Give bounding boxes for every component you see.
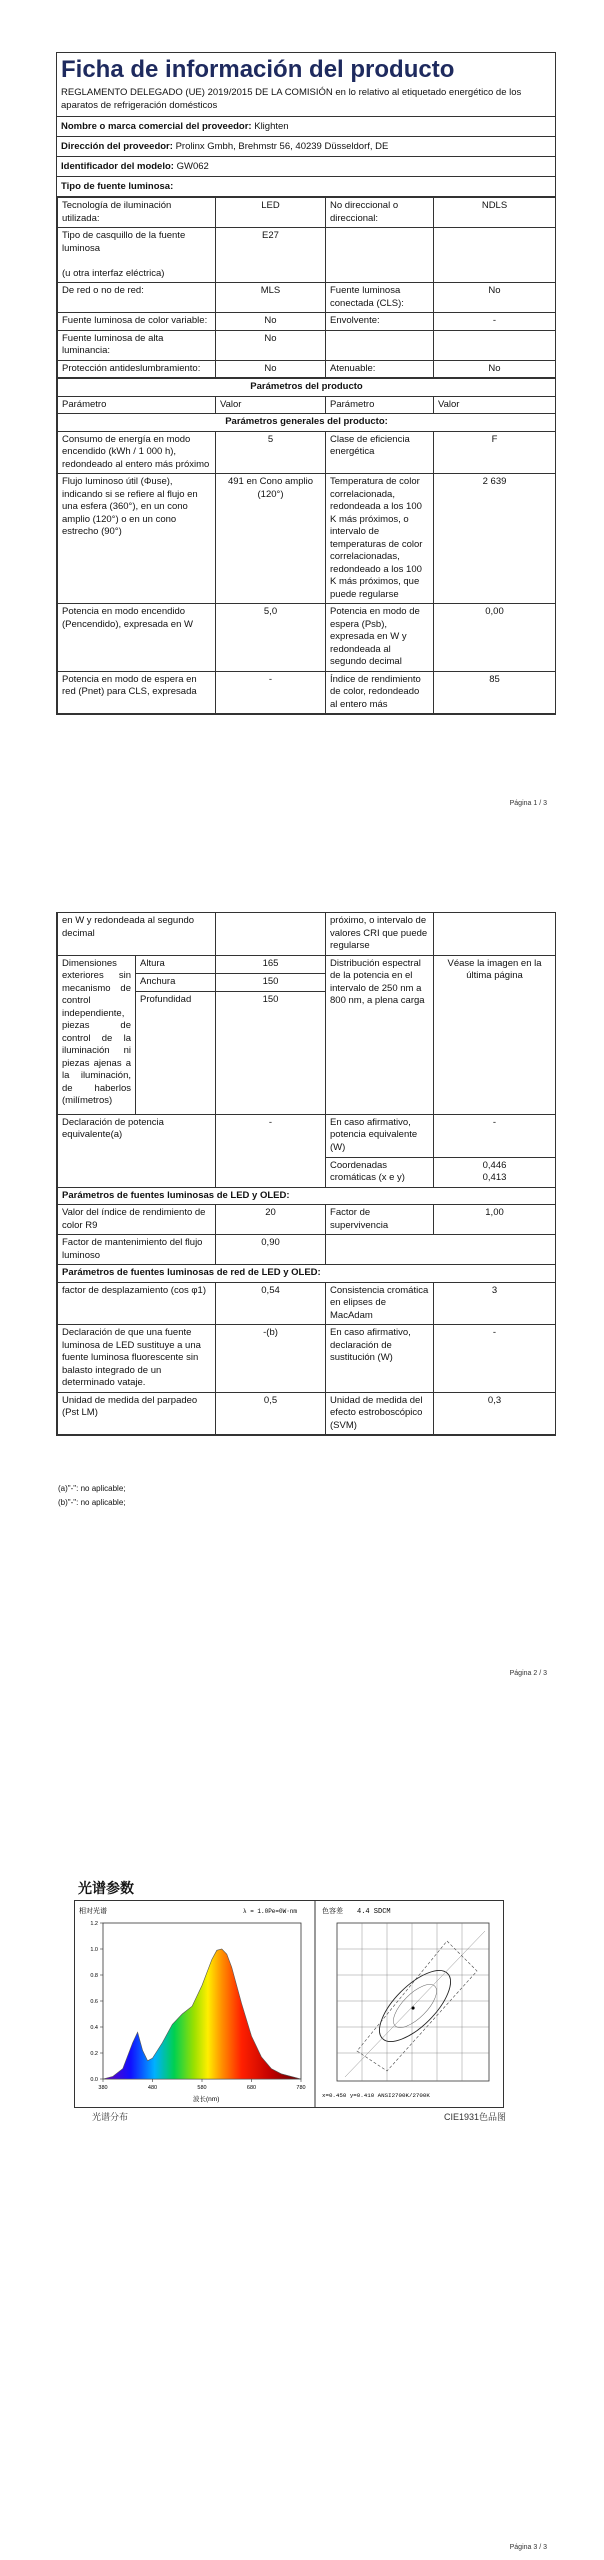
gen-value-d: 2 639 xyxy=(434,474,556,604)
led-header: Parámetros de fuentes luminosas de LED y OLED: xyxy=(58,1187,556,1205)
col-header-value-2: Valor xyxy=(434,396,556,414)
row-param-c xyxy=(326,228,434,283)
gen-value-b: 5 xyxy=(216,431,326,474)
row-value-b: E27 xyxy=(216,228,326,283)
page-number: Página 2 / 3 xyxy=(509,1670,547,1677)
product-params-table xyxy=(57,378,556,714)
spectrum-heading: 光谱参数 xyxy=(78,1880,134,1896)
caption-spectrum: 光谱分布 xyxy=(92,2112,129,2122)
table-row xyxy=(58,313,556,331)
y-tick-label: 1.2 xyxy=(90,1921,98,1927)
gen-value-d: 0,00 xyxy=(434,604,556,672)
table-row xyxy=(58,198,556,228)
x-tick-label: 480 xyxy=(147,2085,158,2091)
row-param-c: Fuente luminosa conectada (CLS): xyxy=(326,283,434,313)
row-param-c: No direccional o direccional: xyxy=(326,198,434,228)
cie-footer: x=0.450 y=0.410 ANSI2700K/2700K xyxy=(322,2092,430,2099)
maint-label: Factor de mantenimiento del flujo luminoso xyxy=(58,1235,216,1265)
row-param-a: Fuente luminosa de color variable: xyxy=(58,313,216,331)
supplier-label: Nombre o marca comercial del proveedor: xyxy=(61,121,252,132)
address-row xyxy=(57,137,555,157)
x-tick-label: 380 xyxy=(98,2085,108,2091)
params-table-continued xyxy=(57,912,556,1435)
gen-value-b: 5,0 xyxy=(216,604,326,672)
source-type-heading: Tipo de fuente luminosa: xyxy=(57,177,555,197)
row-value-d: No xyxy=(434,360,556,378)
fluor-w-label: En caso afirmativo, declaración de sustitución (W) xyxy=(326,1325,434,1393)
x-tick-label: 680 xyxy=(246,2085,257,2091)
page-title: Ficha de información del producto xyxy=(61,56,455,83)
row-value-d xyxy=(434,330,556,360)
svm-label: Unidad de medida del efecto estroboscópico (SVM) xyxy=(326,1392,434,1435)
row-value-d: - xyxy=(434,313,556,331)
source-type-table xyxy=(57,197,556,378)
gen-param-a: Flujo luminoso útil (Φuse), indicando si se refiere al flujo en una esfera (360°), en un cono amplio (120°) o en un cono estrecho (90°) xyxy=(58,474,216,604)
svm-value: 0,3 xyxy=(434,1392,556,1435)
col-header-param-2: Parámetro xyxy=(326,396,434,414)
fluor-label: Declaración de que una fuente luminosa de LED sustituye a una fuente luminosa fluorescente sin balasto integrado de un determinado vataje. xyxy=(58,1325,216,1393)
gen-param-c: Índice de rendimiento de color, redondeado al entero más xyxy=(326,671,434,714)
y-tick-label: 0.8 xyxy=(90,1973,98,1979)
x-tick-label: 780 xyxy=(296,2085,306,2091)
dim-name-height: Altura xyxy=(136,955,216,973)
equiv-value: - xyxy=(216,1114,326,1187)
maint-empty xyxy=(326,1235,556,1265)
y-tick-label: 0.6 xyxy=(90,1999,98,2005)
pst-value: 0,5 xyxy=(216,1392,326,1435)
table-row xyxy=(58,360,556,378)
gen-param-a: Consumo de energía en modo encendido (kWh / 1 000 h), redondeado al entero más próximo xyxy=(58,431,216,474)
cont-empty-value-2 xyxy=(434,913,556,956)
y-tick-label: 0.2 xyxy=(90,2051,98,2057)
table-row xyxy=(58,330,556,360)
spectrum-xlabel: 波长(nm) xyxy=(193,2096,220,2103)
row-value-d: No xyxy=(434,283,556,313)
regulation-text: REGLAMENTO DELEGADO (UE) 2019/2015 DE LA COMISIÓN en lo relativo al etiquetado energético de los aparatos de refrigeración domésticos xyxy=(57,86,555,117)
cie-diagram xyxy=(337,1923,489,2081)
r9-label: Valor del índice de rendimiento de color R9 xyxy=(58,1205,216,1235)
row-value-d xyxy=(434,228,556,283)
disp-value: 0,54 xyxy=(216,1282,326,1325)
supplier-value: Klighten xyxy=(254,121,289,132)
gen-param-a: Potencia en modo encendido (Pencendido), expresada en W xyxy=(58,604,216,672)
row-value-b: No xyxy=(216,330,326,360)
fluor-w-value: - xyxy=(434,1325,556,1393)
equiv-label xyxy=(58,1114,216,1187)
equiv-w-label: En caso afirmativo, potencia equivalente (W) xyxy=(326,1114,434,1157)
row-value-b: MLS xyxy=(216,283,326,313)
maint-value: 0,90 xyxy=(216,1235,326,1265)
table-row xyxy=(58,228,556,283)
caption-cie: CIE1931色品图 xyxy=(444,2112,507,2122)
table-row xyxy=(58,474,556,604)
equiv-w-value: - xyxy=(434,1114,556,1157)
product-info-sheet-continued xyxy=(56,912,556,1436)
gen-param-c: Clase de eficiencia energética xyxy=(326,431,434,474)
gen-value-d: F xyxy=(434,431,556,474)
row-value-b: No xyxy=(216,313,326,331)
macadam-value: 3 xyxy=(434,1282,556,1325)
survival-value: 1,00 xyxy=(434,1205,556,1235)
col-header-value-1: Valor xyxy=(216,396,326,414)
row-param-c: Envolvente: xyxy=(326,313,434,331)
gen-value-b: - xyxy=(216,671,326,714)
page-2 xyxy=(0,828,604,1704)
cie-title: 色容差 xyxy=(322,1908,343,1915)
row-param-a: Protección antideslumbramiento: xyxy=(58,360,216,378)
row-param-c: Atenuable: xyxy=(326,360,434,378)
general-header: Parámetros generales del producto: xyxy=(58,414,556,432)
spectrum-panel xyxy=(74,1900,504,2108)
spectrum-title: 相对光谱 xyxy=(79,1908,107,1915)
spectrum-curve xyxy=(103,1949,301,2079)
page-number: Página 1 / 3 xyxy=(509,800,547,807)
gen-value-b: 491 en Cono amplio (120°) xyxy=(216,474,326,604)
params-header: Parámetros del producto xyxy=(58,379,556,397)
model-label: Identificador del modelo: xyxy=(61,161,174,172)
dim-value-height: 165 xyxy=(216,955,326,973)
gen-param-c: Potencia en modo de espera (Psb), expresada en W y redondeada al segundo decimal xyxy=(326,604,434,672)
r9-value: 20 xyxy=(216,1205,326,1235)
dimensions-label: Dimensiones exteriores sin mecanismo de control independiente, piezas de control de la iluminación ni piezas ajenas a la iluminación, de haberlos (milímetros) xyxy=(58,955,136,1114)
page-number: Página 3 / 3 xyxy=(509,2544,547,2551)
cont-empty-value xyxy=(216,913,326,956)
pst-label: Unidad de medida del parpadeo (Pst LM) xyxy=(58,1392,216,1435)
col-header-param-1: Parámetro xyxy=(58,396,216,414)
cont-param-c: próximo, o intervalo de valores CRI que puede regularse xyxy=(326,913,434,956)
model-row xyxy=(57,157,555,177)
footnote-a: (a)"-": no aplicable; xyxy=(58,1484,126,1493)
row-param-c xyxy=(326,330,434,360)
spectrum-svg xyxy=(75,1901,503,2107)
model-value: GW062 xyxy=(176,161,209,172)
spectral-label: Distribución espectral de la potencia en el intervalo de 250 nm a 800 nm, a plena carga xyxy=(326,955,434,1114)
chroma-values xyxy=(434,1157,556,1187)
product-info-sheet xyxy=(56,52,556,715)
survival-label: Factor de supervivencia xyxy=(326,1205,434,1235)
spectrum-info: λ = 1.0Pe=0W·nm xyxy=(243,1908,298,1915)
row-param-a: Tipo de casquillo de la fuente luminosa (u otra interfaz eléctrica) xyxy=(58,228,216,283)
chroma-y: 0,413 xyxy=(482,1172,507,1183)
table-row xyxy=(58,604,556,672)
table-row xyxy=(58,671,556,714)
row-value-b: No xyxy=(216,360,326,378)
address-label: Dirección del proveedor: xyxy=(61,141,173,152)
footnotes xyxy=(58,1482,126,1510)
mains-header: Parámetros de fuentes luminosas de red de LED y OLED: xyxy=(58,1265,556,1283)
cont-param-a: en W y redondeada al segundo decimal xyxy=(58,913,216,956)
cie-value: 4.4 SDCM xyxy=(357,1908,391,1916)
fluor-value: -(b) xyxy=(216,1325,326,1393)
row-param-a: Fuente luminosa de alta luminancia: xyxy=(58,330,216,360)
gen-value-d: 85 xyxy=(434,671,556,714)
spectral-value: Véase la imagen en la última página xyxy=(434,955,556,1114)
y-tick-label: 0.0 xyxy=(90,2077,98,2083)
address-value: Prolinx Gmbh, Brehmstr 56, 40239 Düsseldorf, DE xyxy=(175,141,389,152)
chroma-label: Coordenadas cromáticas (x e y) xyxy=(326,1157,434,1187)
chroma-x: 0,446 xyxy=(482,1159,507,1171)
page-1 xyxy=(0,0,604,828)
row-param-a: De red o no de red: xyxy=(58,283,216,313)
table-row xyxy=(58,431,556,474)
dim-name-depth: Profundidad xyxy=(136,991,216,1114)
row-param-a: Tecnología de iluminación utilizada: xyxy=(58,198,216,228)
supplier-row xyxy=(57,117,555,137)
disp-label: factor de desplazamiento (cos φ1) xyxy=(58,1282,216,1325)
dim-name-width: Anchura xyxy=(136,973,216,991)
y-tick-label: 0.4 xyxy=(90,2025,98,2031)
row-value-b: LED xyxy=(216,198,326,228)
page-3 xyxy=(0,1704,604,2560)
x-tick-label: 580 xyxy=(197,2085,207,2091)
y-tick-label: 1.0 xyxy=(90,1947,98,1953)
gen-param-a: Potencia en modo de espera en red (Pnet) para CLS, expresada xyxy=(58,671,216,714)
macadam-label: Consistencia cromática en elipses de MacAdam xyxy=(326,1282,434,1325)
dim-value-depth: 150 xyxy=(216,991,326,1114)
gen-param-c: Temperatura de color correlacionada, redondeada a los 100 K más próximos, o intervalo de temperaturas de color correlacionadas, redondeado a los 100 K más próximos, que puede regularse xyxy=(326,474,434,604)
dim-value-width: 150 xyxy=(216,973,326,991)
row-value-d: NDLS xyxy=(434,198,556,228)
equiv-label-text: Declaración de potencia equivalente(a) xyxy=(62,1116,164,1140)
footnote-b: (b)"-": no aplicable; xyxy=(58,1498,126,1507)
table-row xyxy=(58,283,556,313)
